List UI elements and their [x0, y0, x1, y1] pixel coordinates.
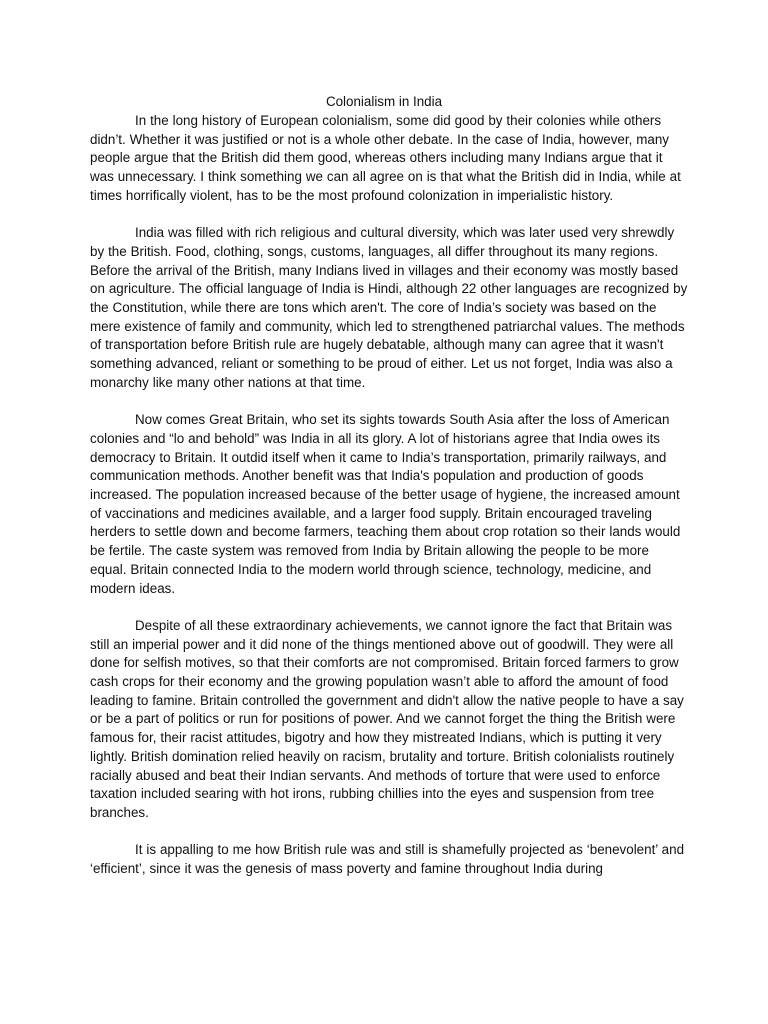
paragraph-4: Despite of all these extraordinary achievements, we cannot ignore the fact that Britain was still an imperial power and it did none of the things mentioned above out of goodwill. They were all done for selfish motives, so that their comforts are not compromised. Britain forced farmers to grow cash crops for their economy and the growing population wasn’t able to afford the amount of food leading to famine. Britain controlled the government and didn't allow the native people to have a say or be a part of politics or run for positions of power. And we cannot forget the thing the British were famous for, their racist attitudes, bigotry and how they mistreated Indians, which is putting it very lightly. British domination relied heavily on racism, brutality and torture. British colonialists routinely racially abused and beat their Indian servants. And methods of torture that were used to enforce taxation included searing with hot irons, rubbing chillies into the eyes and suspension from tree branches. — [90, 617, 684, 820]
paragraph-2: India was filled with rich religious and cultural diversity, which was later used very shrewdly by the British. Food, clothing, songs, customs, languages, all differ throughout its many regions. Before the arrival of the British, many Indians lived in villages and their economy was mostly based on agriculture. The official language of India is Hindi, although 22 other languages are recognized by the Constitution, while there are tons which aren't. The core of India’s society was based on the mere existence of family and community, which led to strengthened patriarchal values. The methods of transportation before British rule are hugely debatable, although many can agree that it wasn't something advanced, reliant or something to be proud of either. Let us not forget, India was also a monarchy like many other nations at that time. — [90, 225, 688, 390]
paragraph-1: In the long history of European colonialism, some did good by their colonies while others didn’t. Whether it was justified or not is a whole other debate. In the case of India, however, many people argue that the British did them good, whereas others including many Indians argue that it was unnecessary. I think something we can all agree on is that what the British did in India, while at times horrifically violent, has to be the most profound colonization in imperialistic history. — [90, 113, 681, 203]
paragraph-5: It is appalling to me how British rule was and still is shamefully projected as ‘benevolent’ and ‘efficient’, since it was the genesis of mass poverty and famine throughout India during — [90, 842, 685, 877]
document-body — [90, 112, 688, 897]
document-title: Colonialism in India — [325, 94, 443, 109]
paragraph-3: Now comes Great Britain, who set its sights towards South Asia after the loss of American colonies and “lo and behold” was India in all its glory. A lot of historians agree that India owes its democracy to Britain. It outdid itself when it came to India’s transportation, primarily railways, and communication methods. Another benefit was that India's population and production of goods increased. The population increased because of the better usage of hygiene, the increased amount of vaccinations and medicines available, and a larger food supply. Britain encouraged traveling herders to settle down and become farmers, teaching them about crop rotation so their lands would be fertile. The caste system was removed from India by Britain allowing the people to be more equal. Britain connected India to the modern world through science, technology, medicine, and modern ideas. — [90, 412, 681, 596]
